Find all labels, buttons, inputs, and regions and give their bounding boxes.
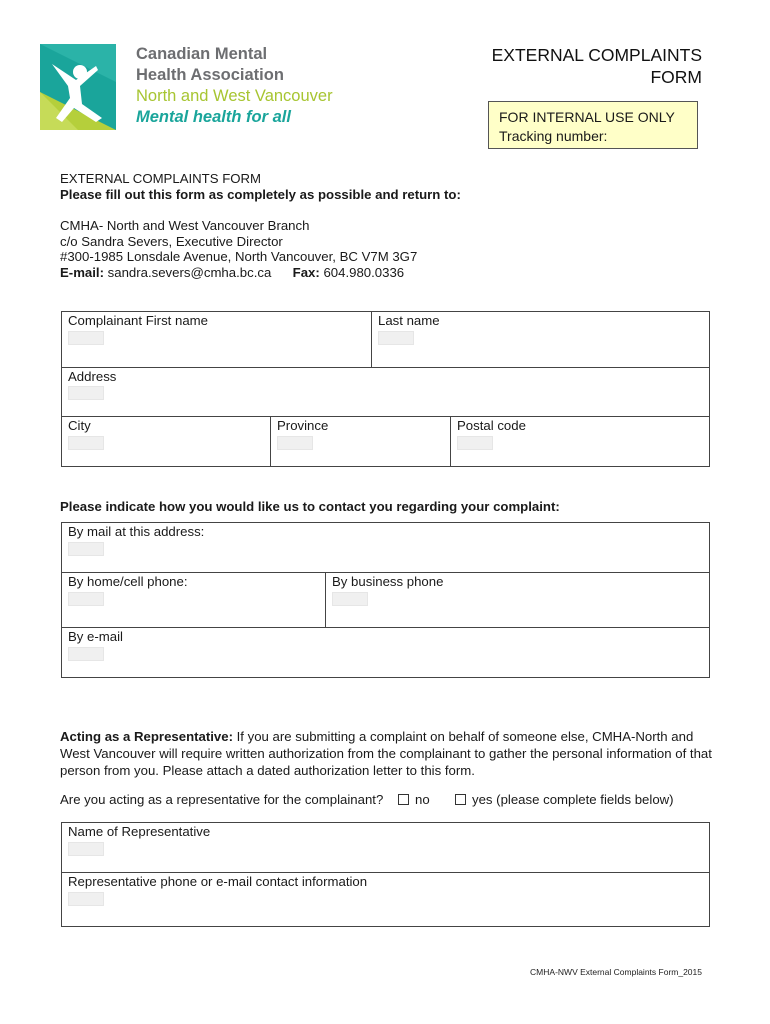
yes-option[interactable] bbox=[455, 792, 674, 808]
representative-contact-label: Representative phone or e-mail contact information bbox=[68, 874, 368, 889]
business-phone-input[interactable] bbox=[332, 592, 368, 606]
representative-name-label: Name of Representative bbox=[68, 824, 211, 839]
no-option[interactable] bbox=[398, 792, 430, 808]
representative-heading: Acting as a Representative: bbox=[60, 729, 233, 744]
representative-name-input[interactable] bbox=[68, 842, 104, 856]
representative-question: Are you acting as a representative for the complainant? bbox=[60, 792, 384, 807]
email-contact-label: By e-mail bbox=[68, 629, 123, 644]
contact-section bbox=[61, 522, 710, 678]
logo-line-2: Health Association bbox=[136, 66, 284, 84]
representative-contact-input[interactable] bbox=[68, 892, 104, 906]
city-input[interactable] bbox=[68, 436, 104, 450]
mail-label: By mail at this address: bbox=[68, 524, 205, 539]
logo-line-3: North and West Vancouver bbox=[136, 87, 333, 105]
yes-checkbox[interactable] bbox=[455, 794, 466, 805]
address-street: #300-1985 Lonsdale Avenue, North Vancouver, BC V7M 3G7 bbox=[60, 249, 418, 264]
form-title bbox=[492, 44, 702, 88]
yes-label: yes (please complete fields below) bbox=[472, 792, 674, 807]
representative-text: If you are submitting a complaint on behalf of someone else, CMHA-North and West Vancouver will require written authorization from the complainant to gather the personal information of that person from you. Please attach a dated authorization letter to this form. bbox=[60, 729, 712, 778]
last-name-input[interactable] bbox=[378, 331, 414, 345]
city-label: City bbox=[68, 418, 91, 433]
tracking-number-label: Tracking number: bbox=[499, 128, 608, 144]
contact-heading: Please indicate how you would like us to contact you regarding your complaint: bbox=[60, 499, 560, 514]
home-phone-input[interactable] bbox=[68, 592, 104, 606]
internal-use-label: FOR INTERNAL USE ONLY bbox=[499, 109, 675, 125]
home-phone-label: By home/cell phone: bbox=[68, 574, 188, 589]
postal-code-label: Postal code bbox=[457, 418, 526, 433]
fax-value: 604.980.0336 bbox=[323, 265, 405, 280]
email-value[interactable]: sandra.severs@cmha.bc.ca bbox=[107, 265, 272, 280]
first-name-label: Complainant First name bbox=[68, 313, 208, 328]
form-title-line-2: FORM bbox=[650, 67, 702, 87]
contact-line bbox=[60, 265, 404, 281]
address-attention: c/o Sandra Severs, Executive Director bbox=[60, 234, 283, 249]
province-input[interactable] bbox=[277, 436, 313, 450]
address-branch: CMHA- North and West Vancouver Branch bbox=[60, 218, 310, 233]
intro-form-name: EXTERNAL COMPLAINTS FORM bbox=[60, 171, 262, 186]
fax-label: Fax: bbox=[292, 265, 320, 280]
internal-use-box bbox=[488, 101, 698, 149]
email-contact-input[interactable] bbox=[68, 647, 104, 661]
no-label: no bbox=[415, 792, 430, 807]
address-input[interactable] bbox=[68, 386, 104, 400]
cmha-figure-icon bbox=[36, 42, 122, 134]
mail-input[interactable] bbox=[68, 542, 104, 556]
address-label: Address bbox=[68, 369, 117, 384]
cmha-logo bbox=[36, 40, 356, 136]
footer-form-id: CMHA-NWV External Complaints Form_2015 bbox=[530, 967, 702, 977]
representative-paragraph bbox=[60, 728, 720, 779]
postal-code-input[interactable] bbox=[457, 436, 493, 450]
no-checkbox[interactable] bbox=[398, 794, 409, 805]
logo-line-1: Canadian Mental bbox=[136, 45, 268, 63]
logo-tagline: Mental health for all bbox=[136, 108, 291, 126]
business-phone-label: By business phone bbox=[332, 574, 444, 589]
last-name-label: Last name bbox=[378, 313, 440, 328]
form-title-line-1: EXTERNAL COMPLAINTS bbox=[491, 45, 702, 65]
first-name-input[interactable] bbox=[68, 331, 104, 345]
province-label: Province bbox=[277, 418, 329, 433]
intro-instructions: Please fill out this form as completely as possible and return to: bbox=[60, 187, 461, 202]
email-label: E-mail: bbox=[60, 265, 104, 280]
